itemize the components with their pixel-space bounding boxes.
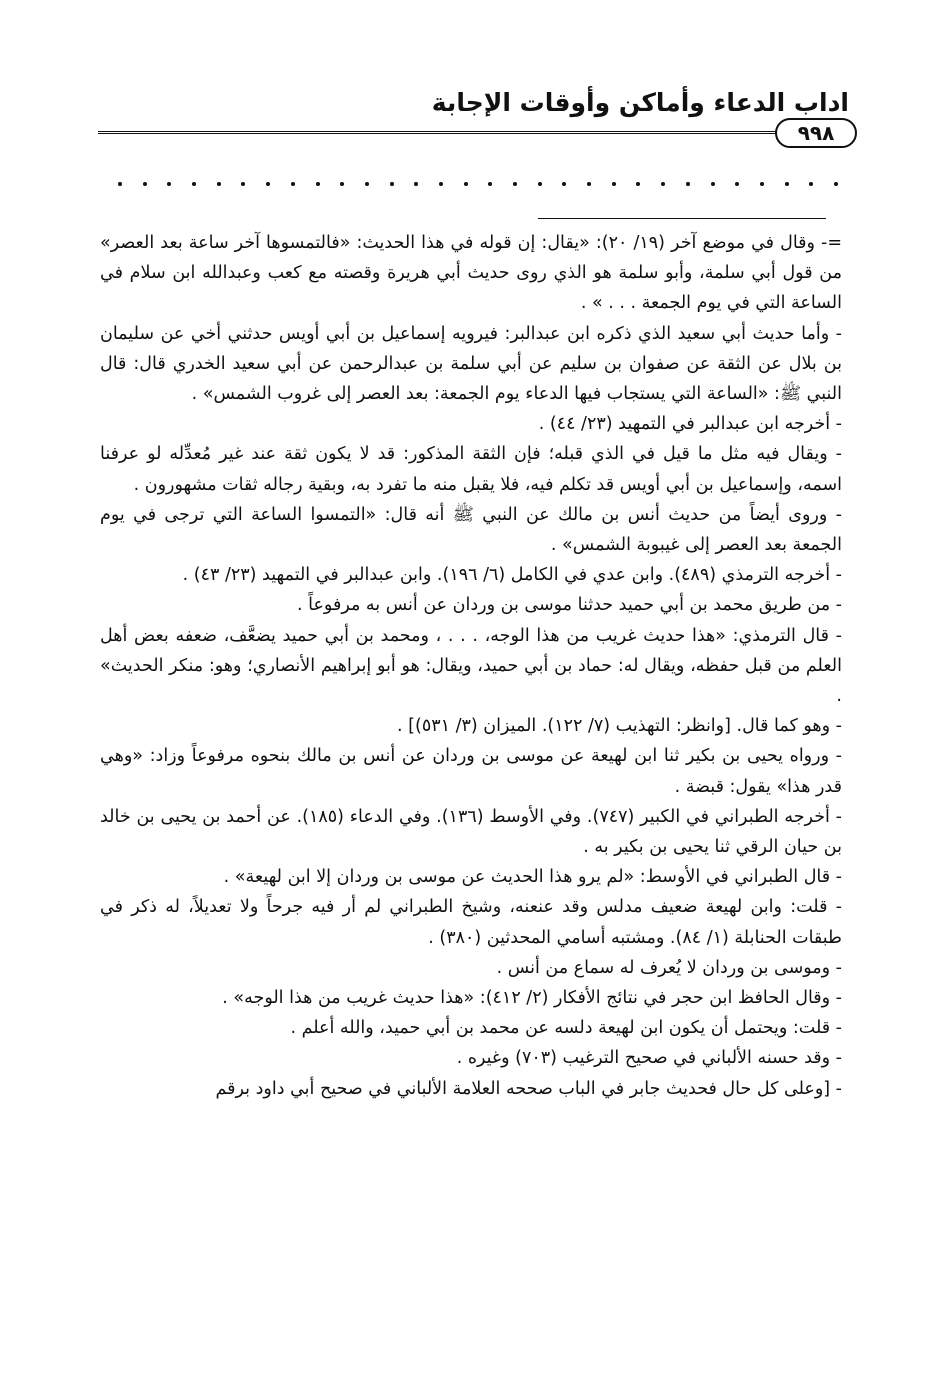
page-number-badge bbox=[775, 118, 857, 148]
separator-dot bbox=[562, 182, 566, 186]
paragraph: - وقال الحافظ ابن حجر في نتائج الأفكار (٢/ ٤١٢): «هذا حديث غريب من هذا الوجه» . bbox=[222, 988, 842, 1009]
dotted-separator bbox=[118, 172, 838, 196]
separator-dot bbox=[488, 182, 492, 186]
paragraph: - أخرجه الترمذي (٤٨٩). وابن عدي في الكامل (٦/ ١٩٦). وابن عبدالبر في التمهيد (٢٣/ ٤٣) . bbox=[182, 565, 842, 586]
paragraph: - قال الطبراني في الأوسط: «لم يرو هذا الحديث عن موسى بن وردان إلا ابن لهيعة» . bbox=[223, 867, 842, 888]
paragraph: - من طريق محمد بن أبي حميد حدثنا موسى بن وردان عن أنس به مرفوعاً . bbox=[297, 595, 842, 616]
page-number: ٩٩٨ bbox=[797, 121, 835, 145]
paragraph: - قلت: وابن لهيعة ضعيف مدلس وقد عنعنه، وشيخ الطبراني لم أر فيه جرحاً ولا تعديلاً، له ذكر في طبقات الحنابلة (١/ ٨٤). ومشتبه أسامي المحدثين (٣٨٠) . bbox=[100, 897, 842, 948]
separator-dot bbox=[735, 182, 739, 186]
paragraph: - ويقال فيه مثل ما قيل في الذي قبله؛ فإن الثقة المذكور: قد لا يكون ثقة عند غير مُعدِّله لو عرفنا اسمه، وإسماعيل بن أبي أويس قد تكلم فيه، فلا يقبل منه ما تفرد به، وبقية رجاله ثقات مشهورون . bbox=[100, 444, 842, 495]
paragraph: - قال الترمذي: «هذا حديث غريب من هذا الوجه، . . . ، ومحمد بن أبي حميد يضعَّف، ضعفه بعض أهل العلم من قبل حفظه، ويقال له: حماد بن أبي حميد، ويقال: هو أبو إبراهيم الأنصاري؛ وهو: منكر الحديث» . bbox=[100, 625, 842, 707]
paragraph: - وأما حديث أبي سعيد الذي ذكره ابن عبدالبر: فيرويه إسماعيل بن أبي أويس حدثني أخي عن سليمان بن بلال عن الثقة عن صفوان بن سليم عن أبي سلمة بن عبدالرحمن عن أبي سعيد الخدري قال: قال النبي ﷺ: «الساعة التي يستجاب فيها الدعاء يوم الجمعة: بعد العصر إلى غروب الشمس» . bbox=[100, 323, 842, 405]
separator-dot bbox=[587, 182, 591, 186]
separator-dot bbox=[241, 182, 245, 186]
running-header-title: اداب الدعاء وأماكن وأوقات الإجابة bbox=[431, 88, 849, 117]
separator-dot bbox=[538, 182, 542, 186]
paragraph: - قلت: ويحتمل أن يكون ابن لهيعة دلسه عن محمد بن أبي حميد، والله أعلم . bbox=[290, 1018, 842, 1039]
separator-dot bbox=[834, 182, 838, 186]
separator-dot bbox=[636, 182, 640, 186]
paragraph: - وهو كما قال. [وانظر: التهذيب (٧/ ١٢٢). الميزان (٣/ ٥٣١)] . bbox=[397, 716, 842, 737]
separator-dot bbox=[711, 182, 715, 186]
separator-dot bbox=[414, 182, 418, 186]
paragraph: - وروى أيضاً من حديث أنس بن مالك عن النبي ﷺ أنه قال: «التمسوا الساعة التي ترجى في يوم الجمعة بعد العصر إلى غيبوبة الشمس» . bbox=[100, 504, 842, 556]
separator-dot bbox=[760, 182, 764, 186]
separator-dot bbox=[266, 182, 270, 186]
paragraph: - أخرجه ابن عبدالبر في التمهيد (٢٣/ ٤٤) . bbox=[538, 414, 842, 435]
separator-dot bbox=[143, 182, 147, 186]
paragraph: - وقد حسنه الألباني في صحيح الترغيب (٧٠٣) وغيره . bbox=[456, 1048, 842, 1069]
separator-dot bbox=[686, 182, 690, 186]
separator-dot bbox=[439, 182, 443, 186]
separator-dot bbox=[167, 182, 171, 186]
separator-dot bbox=[809, 182, 813, 186]
paragraph: - [وعلى كل حال فحديث جابر في الباب صححه العلامة الألباني في صحيح أبي داود برقم bbox=[215, 1078, 842, 1099]
separator-dot bbox=[785, 182, 789, 186]
separator-dot bbox=[464, 182, 468, 186]
separator-dot bbox=[192, 182, 196, 186]
footnote-body bbox=[100, 228, 842, 1104]
header-double-rule bbox=[98, 131, 828, 134]
separator-dot bbox=[513, 182, 517, 186]
paragraph: =- وقال في موضع آخر (١٩/ ٢٠): «يقال: إن قوله في هذا الحديث: «فالتمسوها آخر ساعة بعد العصر» من قول أبي سلمة، وأبو سلمة هو الذي روى حديث أبي هريرة وقصته مع كعب وعبدالله ابن سلام في الساعة التي في يوم الجمعة . . . » . bbox=[100, 233, 842, 314]
separator-dot bbox=[118, 182, 122, 186]
separator-dot bbox=[661, 182, 665, 186]
paragraph: - أخرجه الطبراني في الكبير (٧٤٧). وفي الأوسط (١٣٦). وفي الدعاء (١٨٥). عن أحمد بن يحيى بن خالد بن حيان الرقي ثنا يحيى بن بكير به . bbox=[100, 806, 842, 858]
separator-dot bbox=[316, 182, 320, 186]
separator-dot bbox=[217, 182, 221, 186]
separator-dot bbox=[365, 182, 369, 186]
separator-dot bbox=[291, 182, 295, 186]
footnote-rule bbox=[538, 218, 826, 219]
separator-dot bbox=[612, 182, 616, 186]
paragraph: - وموسى بن وردان لا يُعرف له سماع من أنس . bbox=[496, 957, 842, 978]
paragraph: - ورواه يحيى بن بكير ثنا ابن لهيعة عن موسى بن وردان عن أنس بن مالك بنحوه مرفوعاً وزاد: «وهي قدر هذا» يقول: قبضة . bbox=[100, 746, 842, 797]
separator-dot bbox=[390, 182, 394, 186]
separator-dot bbox=[340, 182, 344, 186]
